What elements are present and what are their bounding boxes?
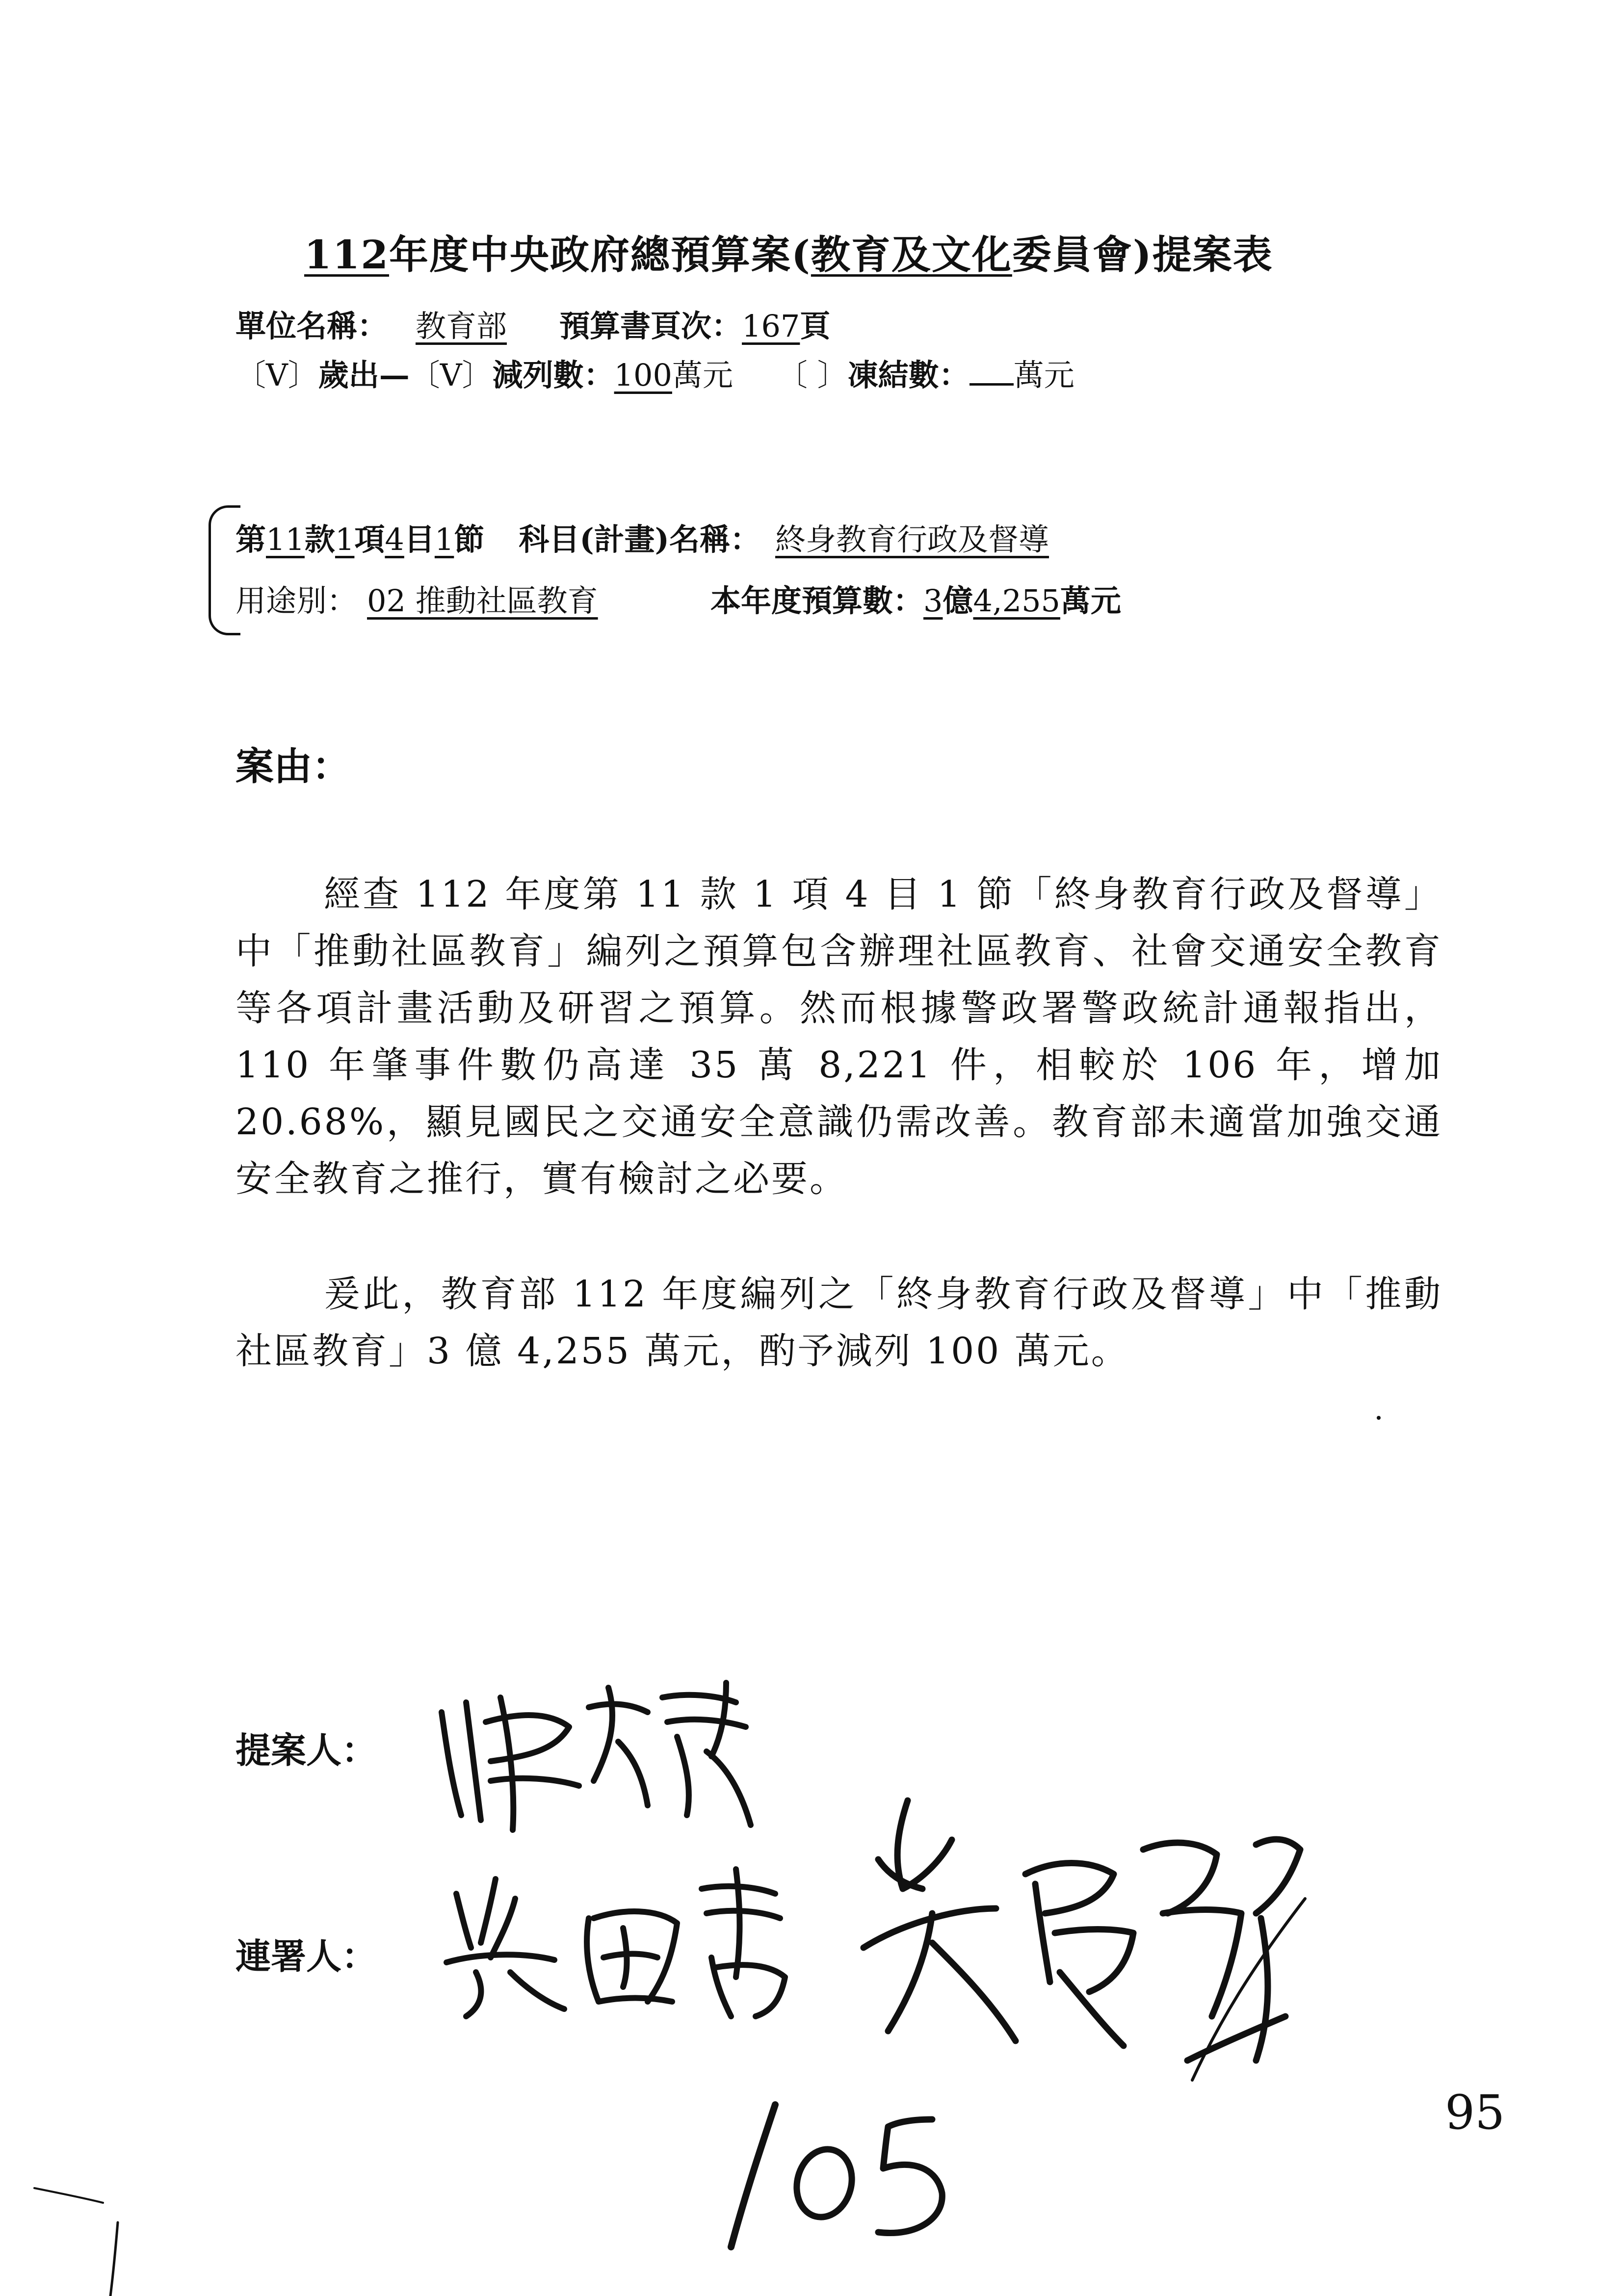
freeze-value — [969, 359, 1014, 386]
cut-label: 減列數： — [492, 357, 614, 393]
cosigner-signature-1 — [427, 1859, 800, 2026]
budget-yi: 3 — [923, 583, 943, 619]
proposer-label: 提案人： — [236, 1729, 377, 1771]
expenditure-row — [236, 351, 1074, 394]
page-ref-label: 預算書頁次： — [559, 308, 742, 344]
reason-paragraph-2: 爰此，教育部 112 年度編列之「終身教育行政及督導」中「推動社區教育」3 億 4,255 萬元，酌予減列 100 萬元。 — [236, 1273, 1442, 1372]
reason-heading: 案由： — [236, 744, 351, 789]
freeze-checkbox: 〔 〕 — [777, 357, 848, 393]
page-ref-unit: 頁 — [800, 308, 831, 344]
document-title — [304, 223, 1273, 280]
scan-dot — [1374, 1413, 1384, 1423]
account-jie: 1 — [434, 522, 454, 557]
subject-value: 終身教育行政及督導 — [775, 522, 1049, 557]
unit-row — [236, 302, 830, 345]
account-prefix: 第 — [236, 522, 266, 557]
account-row — [236, 515, 1158, 559]
title-end: 委員會)提案表 — [1012, 232, 1273, 278]
unit-value: 教育部 — [416, 308, 507, 344]
expenditure-checkbox: 〔V〕 — [236, 357, 318, 393]
account-mu: 4 — [385, 522, 404, 557]
subject-label: 科目(計畫)名稱： — [519, 522, 761, 557]
reason-paragraph-1: 經查 112 年度第 11 款 1 項 4 目 1 節「終身教育行政及督導」中「推動社區教育」編列之預算包含辦理社區教育、社會交通安全教育等各項計畫活動及研習之預算。然而根據警政署警政統計通報指出，110 年肇事件數仍高達 35 萬 8,221 件，相較於 106 年，增加 20.68%，顯見國民之交通安全意識仍需改善。教育部未適當加強交通安全教育之推行，實有檢討之必要。 — [236, 873, 1442, 1200]
cut-unit: 萬元 — [672, 357, 733, 393]
budget-label: 本年度預算數： — [710, 583, 924, 619]
page-number: 95 — [1445, 2085, 1505, 2140]
expenditure-label: 歲出— — [318, 357, 410, 393]
freeze-unit: 萬元 — [1013, 357, 1074, 393]
proposer-signature — [432, 1668, 775, 1854]
page-ref-value: 167 — [742, 308, 800, 344]
cosigner-signature-2 — [849, 1786, 1315, 2119]
budget-yi-unit: 億 — [943, 583, 973, 619]
budget-wan: 4,255 — [973, 583, 1060, 619]
cosigner-label: 連署人： — [236, 1935, 377, 1977]
mu-label: 目 — [404, 522, 435, 557]
freeze-label: 凍結數： — [847, 357, 969, 393]
cut-value: 100 — [614, 357, 672, 393]
usage-label: 用途別： — [236, 583, 358, 619]
usage-value: 02 推動社區教育 — [367, 583, 598, 619]
title-year: 112 — [304, 232, 389, 278]
usage-row — [236, 576, 1121, 620]
title-middle: 年度中央政府總預算案( — [389, 232, 811, 278]
account-kuan: 11 — [266, 522, 305, 557]
cut-checkbox: 〔V〕 — [409, 357, 493, 393]
account-xiang: 1 — [335, 522, 355, 557]
handwritten-number-105 — [702, 2100, 967, 2257]
title-committee: 教育及文化 — [811, 232, 1012, 278]
scan-mark — [29, 2178, 128, 2296]
xiang-label: 項 — [354, 522, 385, 557]
kuan-label: 款 — [304, 522, 335, 557]
budget-wan-unit: 萬元 — [1060, 583, 1122, 619]
unit-label: 單位名稱： — [236, 308, 388, 344]
jie-label: 節 — [454, 522, 485, 557]
